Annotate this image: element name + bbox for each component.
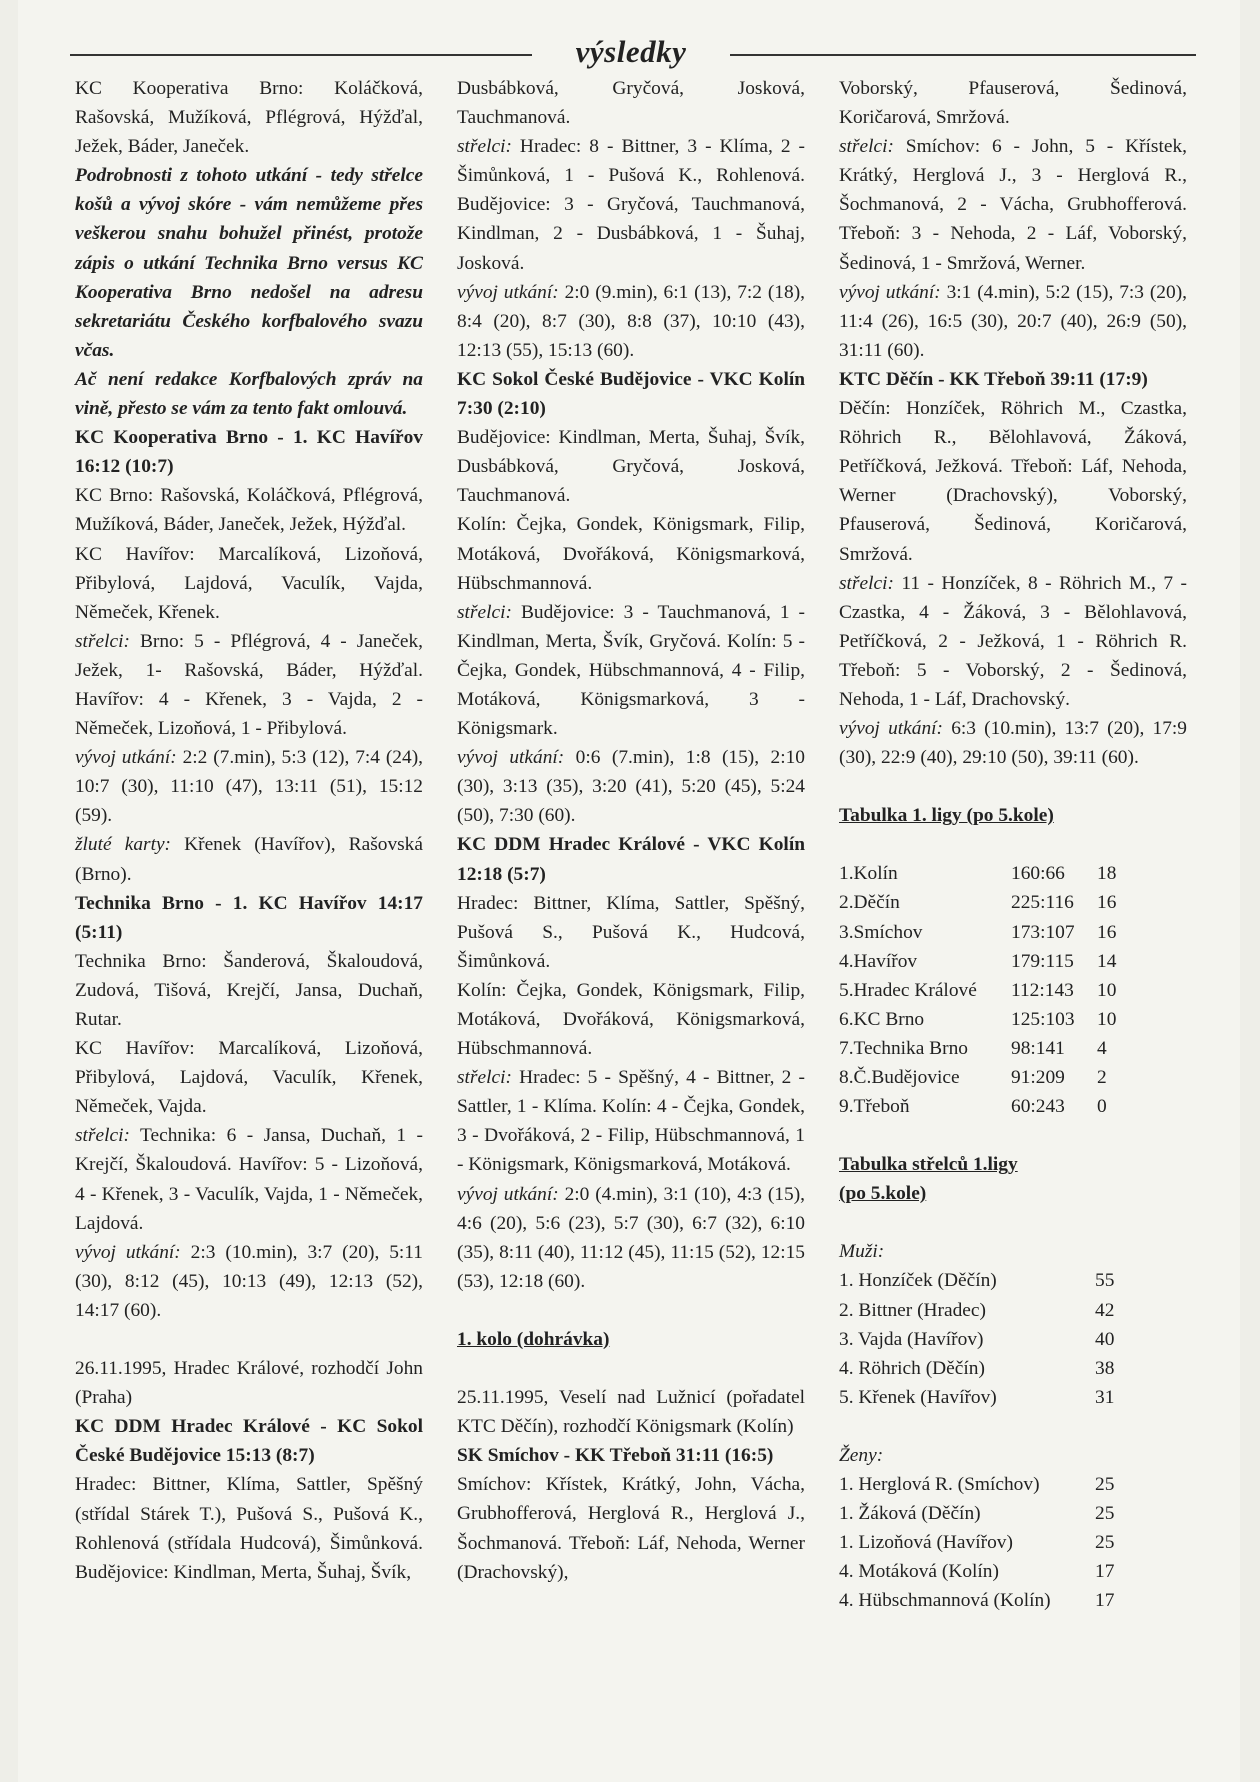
column-1 bbox=[75, 74, 423, 1587]
scorers-text bbox=[457, 1063, 805, 1179]
league-row-pts: 10 bbox=[1097, 1008, 1117, 1030]
spacer bbox=[839, 1208, 1187, 1237]
league-row-team: 3.Smíchov bbox=[839, 921, 923, 943]
lineup-text: Kolín: Čejka, Gondek, Königsmark, Filip, Motáková, Dvořáková, Königsmarková, Hübschmannová. bbox=[457, 514, 805, 594]
league-row-score: 125:103 bbox=[1011, 1008, 1075, 1030]
scorers-text bbox=[839, 132, 1187, 277]
progress-value: 6:3 (10.min), 13:7 (20), 17:9 (30), 22:9 (40), 29:10 (50), 39:11 (60). bbox=[839, 718, 1187, 769]
progress-label: vývoj utkání: bbox=[839, 281, 941, 303]
scorer-row-goals: 17 bbox=[1095, 1561, 1115, 1583]
scorers-label: střelci: bbox=[839, 136, 894, 158]
lineup-text: Hradec: Bittner, Klíma, Sattler, Spěšný (střídal Stárek T.), Pušová S., Pušová K., Rohlenová (střídala Hudcová), Šimůnková. Budějovice: Kindlman, Merta, Šuhaj, Švík, bbox=[75, 1474, 423, 1583]
scorer-row-name: 1. Žáková (Děčín) bbox=[839, 1503, 981, 1525]
match-title: KC Sokol České Budějovice - VKC Kolín 7:30 (2:10) bbox=[457, 368, 805, 420]
league-row-pts: 14 bbox=[1097, 950, 1117, 972]
league-table-title: Tabulka 1. ligy (po 5.kole) bbox=[839, 805, 1054, 827]
league-row bbox=[839, 1034, 1116, 1063]
scorers-value: Smíchov: 6 - John, 5 - Křístek, Krátký, Herglová J., 3 - Herglová R., Šochmanová, 2 - Vácha, Grubhofferová. Třeboň: 3 - Nehoda, 2 - Láf, Voborský, Šedinová, 1 - Smržová, Werner. bbox=[839, 136, 1187, 274]
scorer-row-goals: 25 bbox=[1095, 1503, 1115, 1525]
match-title: KC DDM Hradec Králové - VKC Kolín 12:18 (5:7) bbox=[457, 834, 805, 885]
scorer-row-name: 4. Hübschmannová (Kolín) bbox=[839, 1590, 1051, 1612]
scorers-text bbox=[457, 132, 805, 277]
lineup-text: Kolín: Čejka, Gondek, Königsmark, Filip, Motáková, Dvořáková, Königsmarková, Hübschmannová. bbox=[457, 979, 805, 1060]
scorer-row-goals: 25 bbox=[1095, 1474, 1115, 1496]
league-row-score: 91:209 bbox=[1011, 1067, 1065, 1088]
round-heading: 1. kolo (dohrávka) bbox=[457, 1328, 610, 1350]
league-row-pts: 0 bbox=[1097, 1096, 1107, 1118]
progress-value: 0:6 (7.min), 1:8 (15), 2:10 (30), 3:13 (35), 3:20 (41), 5:20 (45), 5:24 (50), 7:30 (60). bbox=[457, 747, 805, 827]
scorers-label: střelci: bbox=[457, 136, 512, 158]
scorer-row bbox=[839, 1266, 1114, 1295]
scorer-row bbox=[839, 1586, 1114, 1615]
cards-value: Křenek (Havířov), Rašovská (Brno). bbox=[75, 834, 423, 885]
lineup-text: Smíchov: Křístek, Krátký, John, Vácha, Grubhofferová, Herglová R., Herglová J., Šochmanová. Třeboň: Láf, Nehoda, Werner (Drachovský), bbox=[457, 1474, 805, 1583]
scorers-text bbox=[75, 1121, 423, 1237]
league-row-team: 9.Třeboň bbox=[839, 1096, 910, 1118]
women-scorers-table bbox=[839, 1470, 1114, 1615]
scorer-row bbox=[839, 1354, 1114, 1383]
league-row-team: 7.Technika Brno bbox=[839, 1037, 968, 1059]
scorer-row-name: 1. Honzíček (Děčín) bbox=[839, 1270, 997, 1292]
league-row-score: 112:143 bbox=[1011, 979, 1074, 1001]
league-row-team: 1.Kolín bbox=[839, 863, 898, 885]
scorers-table-subtitle: (po 5.kole) bbox=[839, 1183, 927, 1205]
league-row bbox=[839, 888, 1116, 917]
editorial-apology: Ač není redakce Korfbalových zpráv na vině, přesto se vám za tento fakt omlouvá. bbox=[75, 368, 423, 420]
league-row bbox=[839, 976, 1116, 1005]
men-scorers-table bbox=[839, 1266, 1114, 1411]
scorer-row-goals: 40 bbox=[1095, 1328, 1115, 1350]
scorer-row bbox=[839, 1325, 1114, 1354]
lineup-text: Voborský, Pfauserová, Šedinová, Koričarová, Smržová. bbox=[839, 78, 1187, 129]
score-progress bbox=[457, 1180, 805, 1296]
progress-label: vývoj utkání: bbox=[75, 747, 177, 769]
spacer bbox=[75, 1325, 423, 1354]
league-row bbox=[839, 1005, 1116, 1034]
scorer-row-goals: 31 bbox=[1095, 1386, 1115, 1408]
spacer bbox=[839, 1121, 1187, 1150]
league-row-score: 60:243 bbox=[1011, 1096, 1065, 1118]
spacer bbox=[457, 1296, 805, 1325]
match-title: SK Smíchov - KK Třeboň 31:11 (16:5) bbox=[457, 1445, 774, 1467]
scorer-row bbox=[839, 1557, 1114, 1586]
lineup-text: KC Havířov: Marcalíková, Lizoňová, Přibylová, Lajdová, Vaculík, Vajda, Němeček, Křenek. bbox=[75, 543, 423, 623]
lineup-text: Hradec: Bittner, Klíma, Sattler, Spěšný, Pušová S., Pušová K., Hudcová, Šimůnková. bbox=[457, 892, 805, 972]
section-header bbox=[70, 34, 1196, 74]
progress-label: vývoj utkání: bbox=[457, 281, 559, 303]
score-progress bbox=[839, 278, 1187, 365]
scorer-row-name: 5. Křenek (Havířov) bbox=[839, 1386, 997, 1408]
men-label: Muži: bbox=[839, 1241, 885, 1263]
league-row-pts: 16 bbox=[1097, 921, 1117, 943]
women-label: Ženy: bbox=[839, 1444, 884, 1466]
header-rule-right bbox=[730, 54, 1196, 56]
scorer-row-goals: 38 bbox=[1095, 1357, 1115, 1379]
progress-label: vývoj utkání: bbox=[839, 718, 944, 740]
scorers-value: Budějovice: 3 - Tauchmanová, 1 - Kindlman, Merta, Švík, Gryčová. Kolín: 5 - Čejka, Gondek, Hübschmannová, 4 - Filip, Motáková, Königsmarková, 3 - Königsmark. bbox=[457, 601, 805, 740]
scorer-row bbox=[839, 1470, 1114, 1499]
spacer bbox=[839, 830, 1187, 859]
lineup-text: Děčín: Honzíček, Röhrich M., Czastka, Röhrich R., Bělohlavová, Žáková, Petříčková, Ježková. Třeboň: Láf, Nehoda, Werner (Drachovský), Voborský, Pfauserová, Šedinová, Koričarová, Smržová. bbox=[839, 398, 1187, 565]
page bbox=[18, 0, 1240, 1782]
scorer-row-name: 4. Motáková (Kolín) bbox=[839, 1561, 999, 1583]
scorer-row-name: 2. Bittner (Hradec) bbox=[839, 1299, 986, 1321]
column-2 bbox=[457, 74, 805, 1587]
scorer-row bbox=[839, 1499, 1114, 1528]
league-table bbox=[839, 859, 1116, 1121]
spacer bbox=[839, 1412, 1187, 1441]
scorer-row-goals: 55 bbox=[1095, 1270, 1115, 1292]
score-progress bbox=[457, 743, 805, 830]
league-row-team: 2.Děčín bbox=[839, 892, 900, 914]
scorer-row-goals: 42 bbox=[1095, 1299, 1115, 1321]
score-progress bbox=[75, 1238, 423, 1325]
scorers-value: Hradec: 5 - Spěšný, 4 - Bittner, 2 - Sattler, 1 - Klíma. Kolín: 4 - Čejka, Gondek, 3 - Dvořáková, 2 - Filip, Hübschmannová, 1 - Königsmark, Königsmarková, Motáková. bbox=[457, 1067, 805, 1176]
league-row-score: 225:116 bbox=[1011, 892, 1074, 914]
scorer-row bbox=[839, 1383, 1114, 1412]
league-row bbox=[839, 1092, 1116, 1121]
league-row-team: 4.Havířov bbox=[839, 950, 918, 972]
editorial-note: Podrobnosti z tohoto utkání - tedy střelce košů a vývoj skóre - vám nemůžeme přes veškerou snahu bohužel přinést, protože zápis o utkání Technika Brno versus KC Kooperativa Brno nedošel na adresu sekretariátu Českého korfbalového svazu včas. bbox=[75, 165, 423, 361]
scorer-row-name: 4. Röhrich (Děčín) bbox=[839, 1357, 985, 1379]
scorers-label: střelci: bbox=[457, 1067, 512, 1089]
progress-label: vývoj utkání: bbox=[75, 1241, 181, 1263]
league-row-pts: 2 bbox=[1097, 1067, 1107, 1088]
match-title: Technika Brno - 1. KC Havířov 14:17 (5:11) bbox=[75, 892, 423, 943]
league-row-team: 5.Hradec Králové bbox=[839, 979, 977, 1001]
league-row-score: 98:141 bbox=[1011, 1037, 1065, 1059]
league-row bbox=[839, 918, 1116, 947]
league-row-team: 6.KC Brno bbox=[839, 1008, 925, 1030]
spacer bbox=[457, 1354, 805, 1383]
scorers-value: Technika: 6 - Jansa, Duchaň, 1 - Krejčí, Škaloudová. Havířov: 5 - Lizoňová, 4 - Křenek, 3 - Vaculík, Vajda, 1 - Němeček, Lajdová. bbox=[75, 1125, 423, 1234]
scorers-label: střelci: bbox=[75, 1125, 130, 1147]
lineup-text: KC Brno: Rašovská, Koláčková, Pflégrová, Mužíková, Báder, Janeček, Ježek, Hýžďal. bbox=[75, 485, 423, 536]
league-row-pts: 16 bbox=[1097, 892, 1117, 914]
scorers-label: střelci: bbox=[75, 630, 130, 652]
score-progress bbox=[75, 743, 423, 830]
progress-label: vývoj utkání: bbox=[457, 747, 565, 769]
scorers-text bbox=[75, 627, 423, 743]
league-row-score: 160:66 bbox=[1011, 863, 1065, 885]
league-row-score: 179:115 bbox=[1011, 950, 1074, 972]
scorer-row-goals: 25 bbox=[1095, 1532, 1115, 1554]
scorers-value: 11 - Honzíček, 8 - Röhrich M., 7 - Czastka, 4 - Žáková, 3 - Bělohlavová, Petříčková, 2 - Ježková, 1 - Röhrich R. Třeboň: 5 - Voborský, 2 - Šedinová, Nehoda, 1 - Láf, Drachovský. bbox=[839, 572, 1187, 710]
column-3 bbox=[839, 74, 1187, 1616]
lineup-text: Budějovice: Kindlman, Merta, Šuhaj, Švík, Dusbábková, Gryčová, Josková, Tauchmanová. bbox=[457, 427, 805, 507]
league-row-pts: 10 bbox=[1097, 979, 1117, 1001]
scorers-text bbox=[839, 569, 1187, 714]
league-row-team: 8.Č.Budějovice bbox=[839, 1067, 960, 1088]
match-date-info: 26.11.1995, Hradec Králové, rozhodčí John (Praha) bbox=[75, 1358, 423, 1409]
score-progress bbox=[457, 278, 805, 365]
progress-value: 2:2 (7.min), 5:3 (12), 7:4 (24), 10:7 (30), 11:10 (47), 13:11 (51), 15:12 (59). bbox=[75, 747, 423, 827]
cards-label: žluté karty: bbox=[75, 834, 172, 856]
league-row bbox=[839, 859, 1116, 888]
league-row bbox=[839, 1063, 1116, 1092]
scorers-value: Brno: 5 - Pflégrová, 4 - Janeček, Ježek, 1- Rašovská, Báder, Hýžďal. Havířov: 4 - Křenek, 3 - Vajda, 2 - Němeček, Lizoňová, 1 - Přibylová. bbox=[75, 630, 423, 740]
scorers-label: střelci: bbox=[457, 601, 512, 623]
match-title: KTC Děčín - KK Třeboň 39:11 (17:9) bbox=[839, 368, 1148, 390]
scorers-value: Hradec: 8 - Bittner, 3 - Klíma, 2 - Šimůnková, 1 - Pušová K., Rohlenová. Budějovice: 3 - Gryčová, Tauchmanová, Kindlman, 2 - Dusbábková, 1 - Šuhaj, Josková. bbox=[457, 136, 805, 274]
scorer-row bbox=[839, 1296, 1114, 1325]
scorers-table-title: Tabulka střelců 1.ligy bbox=[839, 1154, 1018, 1176]
match-title: KC Kooperativa Brno - 1. KC Havířov 16:12 (10:7) bbox=[75, 427, 423, 478]
league-row-pts: 4 bbox=[1097, 1037, 1107, 1059]
league-row-pts: 18 bbox=[1097, 863, 1117, 885]
score-progress bbox=[839, 714, 1187, 772]
progress-value: 2:0 (9.min), 6:1 (13), 7:2 (18), 8:4 (20), 8:7 (30), 8:8 (37), 10:10 (43), 12:13 (55), 15:13 (60). bbox=[457, 281, 805, 361]
lineup-text: Technika Brno: Šanderová, Škaloudová, Zudová, Tišová, Krejčí, Jansa, Duchaň, Rutar. bbox=[75, 950, 423, 1030]
scorer-row bbox=[839, 1528, 1114, 1557]
header-rule-left bbox=[70, 54, 532, 56]
scorers-label: střelci: bbox=[839, 572, 894, 594]
scorer-row-goals: 17 bbox=[1095, 1590, 1115, 1612]
spacer bbox=[839, 772, 1187, 801]
cards-text bbox=[75, 830, 423, 888]
progress-label: vývoj utkání: bbox=[457, 1183, 559, 1205]
lineup-text: KC Havířov: Marcalíková, Lizoňová, Přibylová, Lajdová, Vaculík, Křenek, Němeček, Vajda. bbox=[75, 1038, 423, 1118]
league-row bbox=[839, 947, 1116, 976]
scorer-row-name: 1. Lizoňová (Havířov) bbox=[839, 1532, 1013, 1554]
scorer-row-name: 1. Herglová R. (Smíchov) bbox=[839, 1474, 1040, 1496]
lineup-text: KC Kooperativa Brno: Koláčková, Rašovská, Mužíková, Pflégrová, Hýžďal, Ježek, Báder, Janeček. bbox=[75, 78, 423, 158]
match-date-info: 25.11.1995, Veselí nad Lužnicí (pořadatel KTC Děčín), rozhodčí Königsmark (Kolín) bbox=[457, 1387, 805, 1438]
section-title: výsledky bbox=[575, 34, 687, 69]
scorer-row-name: 3. Vajda (Havířov) bbox=[839, 1328, 984, 1350]
lineup-text: Dusbábková, Gryčová, Josková, Tauchmanová. bbox=[457, 78, 805, 129]
league-row-score: 173:107 bbox=[1011, 921, 1075, 943]
match-title: KC DDM Hradec Králové - KC Sokol České Budějovice 15:13 (8:7) bbox=[75, 1416, 423, 1467]
progress-value: 2:3 (10.min), 3:7 (20), 5:11 (30), 8:12 (45), 10:13 (49), 12:13 (52), 14:17 (60). bbox=[75, 1241, 423, 1321]
progress-value: 2:0 (4.min), 3:1 (10), 4:3 (15), 4:6 (20), 5:6 (23), 5:7 (30), 6:7 (32), 6:10 (35), 8:11 (40), 11:12 (45), 11:15 (52), 12:15 (53), 12:18 (60). bbox=[457, 1183, 805, 1292]
progress-value: 3:1 (4.min), 5:2 (15), 7:3 (20), 11:4 (26), 16:5 (30), 20:7 (40), 26:9 (50), 31:11 (60). bbox=[839, 281, 1187, 361]
scorers-text bbox=[457, 598, 805, 743]
